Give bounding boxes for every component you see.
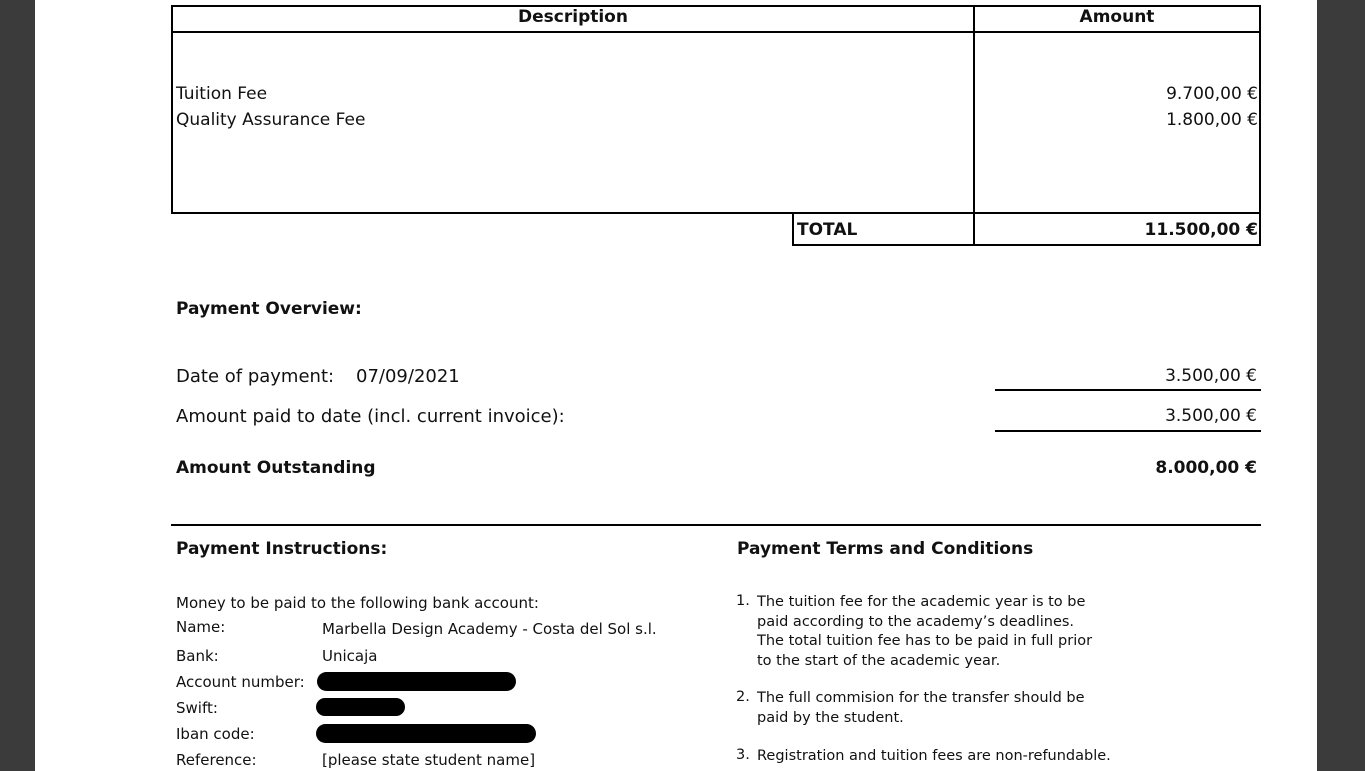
- date-of-payment-value: 07/09/2021: [356, 366, 460, 387]
- swift-label: Swift:: [176, 699, 218, 717]
- amount-paid-label: Amount paid to date (incl. current invoice):: [176, 406, 565, 427]
- document-page: [35, 0, 1317, 771]
- terms-item-line: The full commision for the transfer should be: [757, 690, 1085, 706]
- terms-item-line: paid by the student.: [757, 709, 904, 726]
- bank-intro-text: Money to be paid to the following bank account:: [176, 594, 539, 612]
- terms-item-line: paid according to the academy’s deadlines.: [757, 613, 1075, 630]
- terms-item-number: 3.: [736, 747, 750, 763]
- terms-item-line: The tuition fee for the academic year is to be: [757, 594, 1086, 610]
- terms-heading: Payment Terms and Conditions: [737, 539, 1034, 559]
- account-number-label: Account number:: [176, 673, 305, 691]
- reference-label: Reference:: [176, 751, 257, 769]
- line-item-description: Quality Assurance Fee: [176, 110, 366, 130]
- line-item-amount: 9.700,00 €: [1166, 84, 1258, 104]
- payment-instructions-heading: Payment Instructions:: [176, 539, 388, 559]
- total-label: TOTAL: [797, 220, 858, 240]
- terms-item: [736, 747, 1166, 767]
- terms-item-line: The total tuition fee has to be paid in full prior: [757, 633, 1093, 649]
- terms-item-number: 1.: [736, 593, 750, 609]
- name-value: Marbella Design Academy - Costa del Sol s.l.: [322, 620, 657, 638]
- iban-label: Iban code:: [176, 725, 255, 743]
- redacted-account-number: [317, 672, 516, 691]
- reference-value: [please state student name]: [322, 751, 536, 769]
- bank-label: Bank:: [176, 647, 219, 665]
- terms-item-number: 2.: [736, 689, 750, 705]
- table-header-divider: [171, 31, 1261, 33]
- payment-overview-heading: Payment Overview:: [176, 299, 362, 319]
- bank-value: Unicaja: [322, 647, 378, 665]
- date-of-payment-amount: 3.500,00 €: [1165, 366, 1257, 386]
- terms-item-line: to the start of the academic year.: [757, 652, 1001, 669]
- redacted-iban: [316, 724, 536, 743]
- amount-outstanding-value: 8.000,00 €: [1155, 458, 1257, 478]
- name-label: Name:: [176, 618, 226, 636]
- terms-item: [736, 593, 1166, 671]
- redacted-swift: [316, 698, 405, 716]
- date-of-payment-label: Date of payment:: [176, 366, 335, 387]
- column-header-description: Description: [518, 7, 628, 27]
- terms-item-line: Registration and tuition fees are non-refundable.: [757, 748, 1111, 764]
- total-amount: 11.500,00 €: [1144, 220, 1258, 240]
- amount-underline: [995, 430, 1261, 432]
- terms-item: [736, 689, 1166, 728]
- amount-outstanding-label: Amount Outstanding: [176, 458, 376, 478]
- column-header-amount: Amount: [1079, 7, 1155, 27]
- section-divider: [171, 524, 1261, 526]
- amount-paid-value: 3.500,00 €: [1165, 406, 1257, 426]
- line-item-description: Tuition Fee: [176, 84, 268, 104]
- amount-underline: [995, 389, 1261, 391]
- line-item-amount: 1.800,00 €: [1166, 110, 1258, 130]
